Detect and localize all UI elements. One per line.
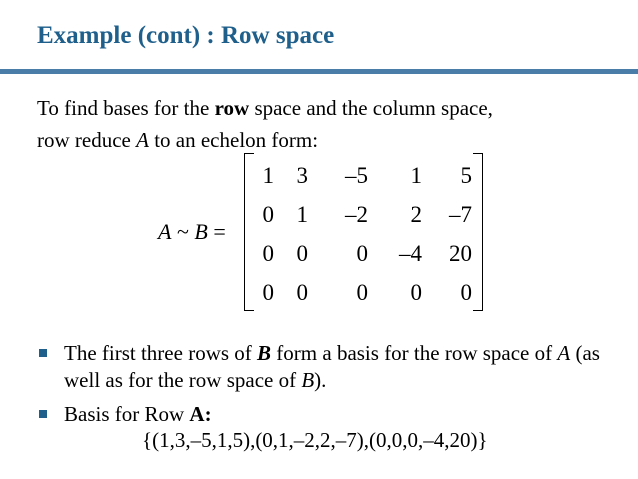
- matrix-row: [252, 156, 472, 195]
- matrix-cell: –4: [399, 240, 422, 266]
- matrix-cell: 0: [410, 279, 422, 305]
- matrix-cell: –2: [345, 201, 368, 227]
- intro-line2-part2: to an echelon form:: [148, 128, 319, 152]
- matrix-cell: 0: [296, 240, 308, 266]
- bullet-list: [37, 340, 627, 435]
- lhs-b: B: [194, 219, 208, 244]
- slide-title: Example (cont) : Row space: [37, 22, 335, 49]
- lhs-a: A: [158, 219, 172, 244]
- intro-text: [37, 92, 617, 156]
- matrix-cell: 5: [460, 162, 472, 188]
- matrix-row: [252, 273, 472, 312]
- b1-part4: ).: [314, 368, 327, 392]
- b2-var-a: A:: [189, 402, 212, 426]
- b1-part3: (as well as for the row space of: [64, 341, 600, 392]
- row-basis-set: {(1,3,–5,1,5),(0,1,–2,2,–7),(0,0,0,–4,20)}: [142, 428, 488, 452]
- matrix-cell: 1: [410, 162, 422, 188]
- square-bullet-icon: [39, 410, 47, 418]
- title-divider: [0, 69, 638, 74]
- equation-lhs: [158, 219, 226, 245]
- intro-part2: space and the column space,: [249, 96, 493, 120]
- matrix-cell: 0: [262, 240, 274, 266]
- matrix-right-bracket: [473, 153, 483, 311]
- matrix-cell: 0: [356, 240, 368, 266]
- intro-line2-part1: row reduce: [37, 128, 137, 152]
- lhs-equals: =: [207, 219, 226, 244]
- matrix-cell: 1: [296, 201, 308, 227]
- b1-var-a: A: [557, 341, 571, 365]
- b1-var-b: B: [257, 341, 272, 365]
- matrix-row: [252, 195, 472, 234]
- matrix-cell: –5: [345, 162, 368, 188]
- matrix-cell: –7: [449, 201, 472, 227]
- matrix-cell: 0: [262, 279, 274, 305]
- square-bullet-icon: [39, 349, 47, 357]
- matrix-cell: 0: [262, 201, 274, 227]
- lhs-tilde: ~: [171, 219, 195, 244]
- b1-var-b2: B: [301, 368, 315, 392]
- matrix-cell: 3: [296, 162, 308, 188]
- bullet-item-row-basis: [37, 340, 627, 394]
- matrix-cell: 1: [262, 162, 274, 188]
- intro-part1: To find bases for the: [37, 96, 215, 120]
- bullet-item-basis-label: [37, 401, 627, 428]
- matrix-cell: 2: [410, 201, 422, 227]
- b1-part1: The first three rows of: [64, 341, 258, 365]
- echelon-matrix: [252, 156, 472, 312]
- b2-part1: Basis for Row: [64, 402, 190, 426]
- matrix-cell: 0: [296, 279, 308, 305]
- matrix-cell: 20: [449, 240, 472, 266]
- matrix-cell: 0: [460, 279, 472, 305]
- b1-part2: form a basis for the row space of: [271, 341, 558, 365]
- matrix-row: [252, 234, 472, 273]
- intro-bold-row: row: [214, 96, 250, 120]
- matrix-cell: 0: [356, 279, 368, 305]
- intro-var-a: A: [136, 128, 149, 152]
